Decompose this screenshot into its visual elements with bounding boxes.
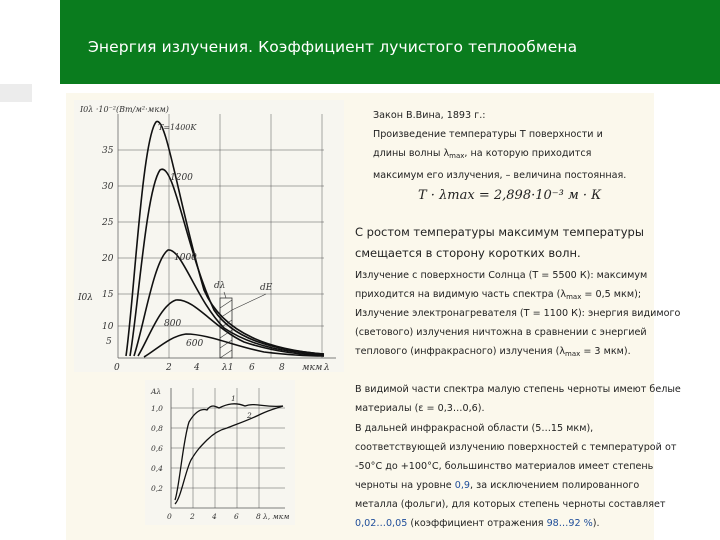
y-tick: 30 [102, 182, 114, 192]
y-axis-label: Aλ [151, 387, 162, 396]
absorptivity-figure [145, 380, 295, 525]
text-line: черноты на уровне 0,9, за исключением полированного [355, 480, 640, 491]
slide-header [60, 0, 720, 84]
x-tick: 4 [212, 512, 217, 521]
x-axis-label: λ [324, 363, 330, 372]
text-line: материалы (ε = 0,3…0,6). [355, 403, 485, 414]
sun-paragraph [355, 266, 647, 307]
x-tick: 8 [279, 363, 285, 372]
left-margin [0, 0, 60, 540]
text-line: Произведение температуры Т поверхности и [373, 129, 603, 140]
curve-label: T=1400K [158, 123, 197, 132]
annotation-de: dE [260, 283, 273, 293]
curve-label: 1200 [170, 173, 193, 183]
x-tick: 0 [114, 363, 120, 372]
curve-label: 1000 [174, 253, 197, 263]
text-line: Излучение электронагревателя (Т = 1100 К): энергия видимого [355, 308, 681, 319]
curve-2 [175, 406, 283, 504]
wien-formula: T · λmax = 2,898·10⁻³ м · К [418, 188, 602, 203]
text-line: Излучение с поверхности Солнца (Т = 5500 К): максимум [355, 270, 648, 281]
planck-curves-figure [74, 100, 344, 372]
y-tick: 5 [106, 337, 112, 347]
text-line: 0,02…0,05 (коэффициент отражения 98…92 %). [355, 518, 600, 529]
curve-1000k [134, 250, 324, 356]
shift-paragraph [355, 222, 644, 264]
decorative-square [0, 84, 32, 102]
white-paragraph [355, 380, 681, 418]
y-tick: 20 [102, 254, 114, 264]
text-line: (светового) излучения ничтожна в сравнении с энергией [355, 327, 647, 338]
y-tick: 15 [102, 290, 114, 300]
text-line: В дальней инфракрасной области (5…15 мкм), [355, 423, 594, 434]
text-line: металла (фольги), для которых степень черноты составляет [355, 499, 666, 510]
x-tick: 6 [234, 512, 239, 521]
y-tick: 35 [102, 146, 114, 156]
heater-paragraph [355, 304, 680, 364]
wien-law-title: Закон В.Вина, 1893 г.: [373, 110, 486, 121]
x-tick: 8 [256, 512, 261, 521]
text-line: С ростом температуры максимум температуры [355, 225, 644, 239]
text-line: теплового (инфракрасного) излучения ($\lambda_{max} = 3$ мкм). [355, 346, 631, 358]
x-tick: 2 [166, 363, 172, 372]
text-line: максимум его излучения, – величина постоянная. [373, 170, 627, 181]
y-axis-label: I0λ ·10⁻²(Вт/м²·мкм) [80, 105, 169, 114]
wien-paragraph [373, 125, 626, 185]
text-line: В видимой части спектра малую степень черноты имеют белые [355, 384, 681, 395]
y-axis-symbol: I0λ [78, 293, 93, 303]
text-line: приходится на видимую часть спектра ($\lambda_{max} = 0,5$ мкм); [355, 289, 642, 301]
y-tick: 0,8 [151, 424, 163, 433]
text-line: длины волны $\lambda_{max}$, на которую приходится [373, 148, 592, 160]
text-line: соответствующей излучению поверхностей с температурой от [355, 442, 677, 453]
y-tick: 1,0 [151, 404, 163, 413]
x-tick: 6 [249, 363, 255, 372]
x-axis-label: λ, мкм [263, 512, 290, 521]
text-line: -50°С до +100°С, большинство материалов имеет степень [355, 461, 654, 472]
x-tick: 0 [167, 512, 172, 521]
annotation-dlambda: dλ [214, 281, 226, 291]
text-line: смещается в сторону коротких волн. [355, 246, 581, 260]
y-tick: 0,2 [151, 484, 163, 493]
curve-label: 1 [231, 394, 236, 403]
x-unit: мкм [302, 363, 323, 372]
y-tick: 0,4 [151, 464, 163, 473]
curve-label: 2 [247, 411, 252, 420]
curve-label: 800 [164, 319, 182, 329]
y-tick: 25 [102, 218, 114, 228]
y-tick: 10 [102, 322, 114, 332]
slide-title: Энергия излучения. Коэффициент лучистого теплообмена [88, 38, 578, 56]
curve-1 [175, 404, 283, 500]
x-tick: λ1 [222, 363, 234, 372]
y-tick: 0,6 [151, 444, 163, 453]
x-tick: 2 [190, 512, 195, 521]
curve-label: 600 [186, 339, 204, 349]
ir-paragraph [355, 419, 676, 533]
x-tick: 4 [194, 363, 200, 372]
